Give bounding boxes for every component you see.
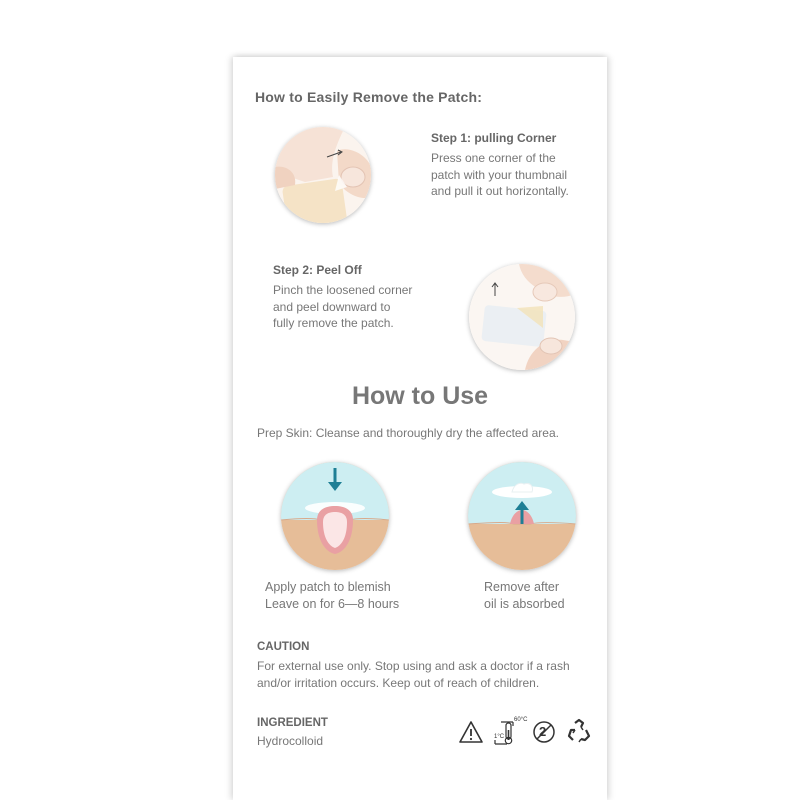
step2-line: Pinch the loosened corner [273, 283, 413, 297]
step2-text [273, 282, 412, 332]
step1-line: and pull it out horizontally. [431, 184, 569, 198]
apply-patch-diagram [281, 462, 389, 570]
caution-line: For external use only. Stop using and ask a doctor if a rash [257, 659, 570, 673]
remove-caption-line: oil is absorbed [484, 597, 565, 611]
remove-caption [484, 579, 565, 613]
remove-patch-diagram [468, 462, 576, 570]
temperature-limit-icon [489, 716, 529, 748]
step2-line: fully remove the patch. [273, 316, 394, 330]
recycle-icon [565, 718, 593, 746]
do-not-reuse-label: 2 [539, 724, 547, 739]
apply-patch-illustration [281, 462, 389, 570]
step1-hand-image [275, 127, 371, 223]
how-to-use-heading: How to Use [351, 382, 489, 410]
warning-icon [458, 719, 484, 745]
package-panel [233, 57, 607, 800]
step1-title: Step 1: pulling Corner [431, 131, 557, 145]
temp-high-label: 60°C [514, 717, 528, 723]
step2-illustration [469, 264, 575, 370]
do-not-reuse-icon [532, 720, 556, 744]
ingredient-value: Hydrocolloid [257, 734, 324, 748]
apply-caption-line: Apply patch to blemish [265, 580, 391, 594]
step1-line: Press one corner of the [431, 151, 556, 165]
step2-title: Step 2: Peel Off [273, 263, 362, 277]
caution-line: and/or irritation occurs. Keep out of reach of children. [257, 676, 540, 690]
apply-caption-line: Leave on for 6—8 hours [265, 597, 400, 611]
step1-line: patch with your thumbnail [431, 167, 568, 182]
step2-hand-image [469, 264, 575, 370]
ingredient-title: INGREDIENT [257, 717, 328, 729]
step1-text [431, 150, 569, 200]
remove-patch-illustration [468, 462, 576, 570]
prep-skin-text: Prep Skin: Cleanse and thoroughly dry the affected area. [257, 426, 559, 440]
temp-low-label: 1°C [494, 734, 505, 740]
remove-caption-line: Remove after [484, 580, 560, 594]
step2-line: and peel downward to [273, 299, 391, 314]
remove-patch-heading: How to Easily Remove the Patch: [255, 89, 483, 105]
caution-text [257, 658, 597, 692]
caution-title: CAUTION [257, 641, 310, 653]
apply-caption [265, 579, 399, 613]
step1-illustration [275, 127, 371, 223]
